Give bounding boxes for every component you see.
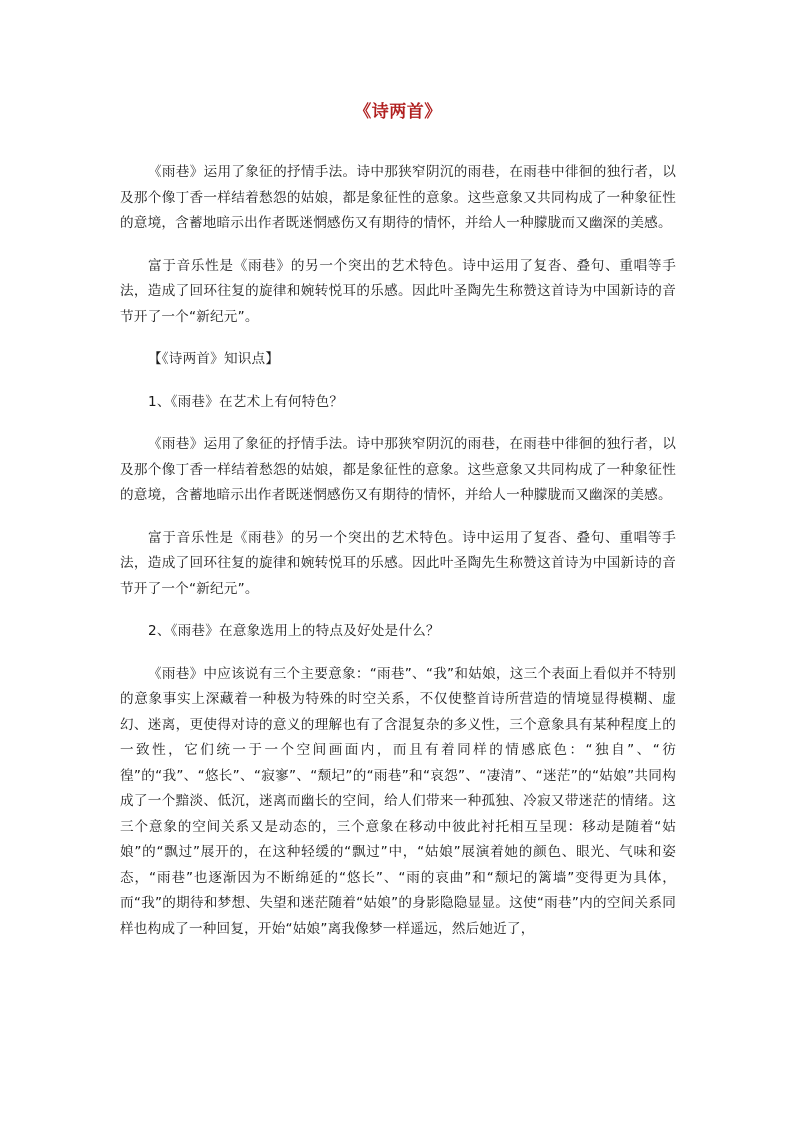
answer-1-paragraph-1: 《雨巷》运用了象征的抒情手法。诗中那狭窄阴沉的雨巷，在雨巷中徘徊的独行者，以及那个像丁香一样结着愁怨的姑娘，都是象征性的意象。这些意象又共同构成了一种象征性的意境，含蓄地暗示出作者既迷惘感伤又有期待的情怀，并给人一种朦胧而又幽深的美感。 (120, 436, 676, 503)
document-title: 《诗两首》 (354, 102, 442, 122)
paragraph-symbolism: 《雨巷》运用了象征的抒情手法。诗中那狭窄阴沉的雨巷，在雨巷中徘徊的独行者，以及那个像丁香一样结着愁怨的姑娘，都是象征性的意象。这些意象又共同构成了一种象征性的意境，含蓄地暗示出作者既迷惘感伤又有期待的情怀，并给人一种朦胧而又幽深的美感。 (120, 164, 676, 231)
section-heading: 【《诗两首》知识点】 (148, 351, 280, 367)
paragraph-musicality: 富于音乐性是《雨巷》的另一个突出的艺术特色。诗中运用了复沓、叠句、重唱等手法，造成了回环往复的旋律和婉转悦耳的乐感。因此叶圣陶先生称赞这首诗为中国新诗的音节开了一个“新纪元”。 (120, 257, 676, 325)
answer-2-paragraph: 《雨巷》中应该说有三个主要意象：“雨巷”、“我”和姑娘，这三个表面上看似并不特别的意象事实上深藏着一种极为特殊的时空关系，不仅使整首诗所营造的情境显得模糊、虚幻、迷离，更使得对诗的意义的理解也有了含混复杂的多义性，三个意象具有某种程度上的一致性，它们统一于一个空间画面内，而且有着同样的情感底色：“独自”、“彷徨”的“我”、“悠长”、“寂寥”、“颓圮”的“雨巷”和“哀怨”、“凄清”、“迷茫”的“姑娘”共同构成了一个黯淡、低沉，迷离而幽长的空间，给人们带来一种孤独、冷寂又带迷茫的情绪。这三个意象的空间关系又是动态的，三个意象在移动中彼此衬托相互呈现：移动是随着“姑娘”的“飘过”展开的，在这种轻缓的“飘过”中，“姑娘”展演着她的颜色、眼光、气味和姿态，“雨巷”也逐渐因为不断绵延的“悠长”、“雨的哀曲”和“颓圮的篱墙”变得更为具体，而“我”的期待和梦想、失望和迷茫随着“姑娘”的身影隐隐显显。这使“雨巷”内的空间关系同样也构成了一种回复，开始“姑娘”离我像梦一样遥远，然后她近了， (120, 665, 676, 937)
question-1: 1、《雨巷》在艺术上有何特色？ (148, 393, 344, 410)
document-page (120, 100, 676, 942)
answer-1-paragraph-2: 富于音乐性是《雨巷》的另一个突出的艺术特色。诗中运用了复沓、叠句、重唱等手法，造成了回环往复的旋律和婉转悦耳的乐感。因此叶圣陶先生称赞这首诗为中国新诗的音节开了一个“新纪元”。 (120, 529, 676, 597)
question-2: 2、《雨巷》在意象选用上的特点及好处是什么？ (148, 623, 440, 639)
